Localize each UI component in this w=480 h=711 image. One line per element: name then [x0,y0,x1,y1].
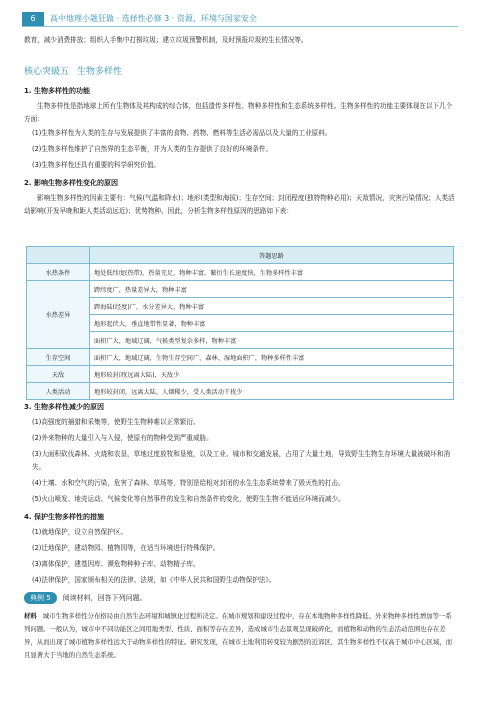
s1-item: (1)生物多样性为人类的生存与发展提供了丰富的食物、药物、燃料等生活必需品以及大量的工业原料。 [32,129,332,137]
table-cell: 地形较封闭(远离大陆)，天敌少 [90,366,454,383]
table-category: 水热差异 [27,281,90,349]
example-badge: 典例 5 [24,592,57,604]
section-label: 核心突破五 [24,67,70,77]
table-cell: 跨纬度广，热量差异大，物种丰富 [90,281,454,298]
s4-item: (4)法律保护，国家颁布相关的法律、法规，如《中华人民共和国野生动物保护法》。 [32,576,276,584]
s4-item: (2)迁地保护，建动物园、植物园等，在适当环境进行特殊保护。 [32,544,220,552]
table-cell: 地形起伏大，垂直地带性显著，物种丰富 [90,315,454,332]
table-cell: 跨海陆(经度)广，水分差异大，物种丰富 [90,298,454,315]
table-category: 生存空间 [27,349,90,366]
s3-heading: 3. 生物多样性减少的原因 [24,403,104,411]
s1-heading: 1. 生物多样性的功能 [24,87,90,95]
table-cell: 地处低纬度(热带)，热量充足，物种丰富，繁衍生长速度快，生物多样性丰富 [90,264,454,281]
table-row [27,349,454,366]
material-label: 材料 [24,612,37,620]
table-row [27,315,454,332]
s4-item: (3)离体保护，建基因库、濒危物种种子库、动物精子库。 [32,560,200,568]
header-title: 高中地理小题狂做 · 选择性必修 3 · 资源、环境与国家安全 [50,14,257,23]
reason-table [26,246,454,400]
table-row [27,264,454,281]
table-cell: 地形较封闭，远离大陆，人烟稀少，受人类活动干扰少 [90,383,454,400]
s2-heading: 2. 影响生物多样性变化的原因 [24,179,118,187]
example-text: 阅读材料，回答下列问题。 [62,594,147,602]
section-title [24,64,122,77]
section-subtitle: 生物多样性 [77,67,123,77]
s3-item: (5)火山喷发、地壳运动、气候变化等自然事件的发生和自然条件的变化，使野生生物不能适应环境而减少。 [32,495,345,503]
table-row [27,298,454,315]
table-header: 答题思路 [90,247,454,264]
s2-paragraph: 影响生物多样性的因素主要有：气候(气温和降水)；地形(类型和海拔)；生存空间；封闭程度(独特物种必用)；天敌情况，灾害污染情况；人类活动影响(开发早晚和距人类活动远近)；优势物种。因此，分析生物多样性原因的思路如下表： [24,194,455,215]
s1-paragraph: 生物多样性是指地球上所有生物体及其构成的综合体，包括遗传多样性、物种多样性和生态系统多样性。生物多样性的功能主要体现在以下几个方面： [24,102,453,123]
table-header-row [27,247,454,264]
table-cell: 面积广大，地域辽阔，生物生存空间广，森林、湿地面积广，物种多样性丰富 [90,349,454,366]
s4-item: (1)就地保护，设立自然保护区。 [32,528,128,536]
table-row [27,332,454,349]
table-category: 水热条件 [27,264,90,281]
table-cell: 面积广大，地域辽阔，气候类型复杂多样，物种丰富 [90,332,454,349]
table-category: 天敌 [27,366,90,383]
example-line [24,592,147,604]
s3-item: (1)高强度的捕猎和采集等，使野生生物种难以正常繁衍。 [32,418,200,426]
table-row [27,366,454,383]
table-row [27,281,454,298]
material-text: 城市生物多样性分布格局由自然生态环境和城镇化过程所决定。在城市规划和建设过程中，存在本地物种多样性降低、外来物种多样性增加等一系列问题。一般认为，城市中不同功能区之间用地类型、性质、面积等存在差异，造成城市生态景观呈现破碎化，而植物和动物的生态活动范围也存在差异，从而出现了城市植物多样性远大于动物多样性的特征。研究发现，在城市土地利用转变较为剧烈的近郊区，其生物多样性不仅高于城市中心区域，而且显著大于当地的自然生态系统。 [24,612,453,659]
table-row [27,383,454,400]
table-header-blank [27,247,90,264]
material-paragraph [24,610,456,662]
s3-item: (3)大面积砍伐森林、火烧和农垦，草地过度放牧和垦殖，以及工业、城市和交通发展，占用了大量土地，导致野生生物生存环境大量被破坏和消失。 [32,450,451,471]
table-category: 人类活动 [27,383,90,400]
page-header [22,12,458,27]
s3-item: (4)土壤、水和空气的污染，危害了森林、草场等，特别是给相对封闭的水生生态系统带来了毁灭性的打击。 [32,479,345,487]
s1-item: (2)生物多样性维护了自然界的生态平衡，并为人类的生存提供了良好的环境条件。 [32,145,273,153]
top-text: 教育，减少消费排放；组织人手集中打撈垃圾；建立垃圾预警机制，及时预报垃圾的生长情况等。 [24,36,308,44]
s3-item: (2)外来物种的大量引入与入侵，使原有的物种受到严重威胁。 [32,434,213,442]
s1-item: (3)生物多样性还具有重要的科学研究价值。 [32,161,161,169]
s4-heading: 4. 保护生物多样性的措施 [24,513,104,521]
page-number: 6 [22,12,44,26]
